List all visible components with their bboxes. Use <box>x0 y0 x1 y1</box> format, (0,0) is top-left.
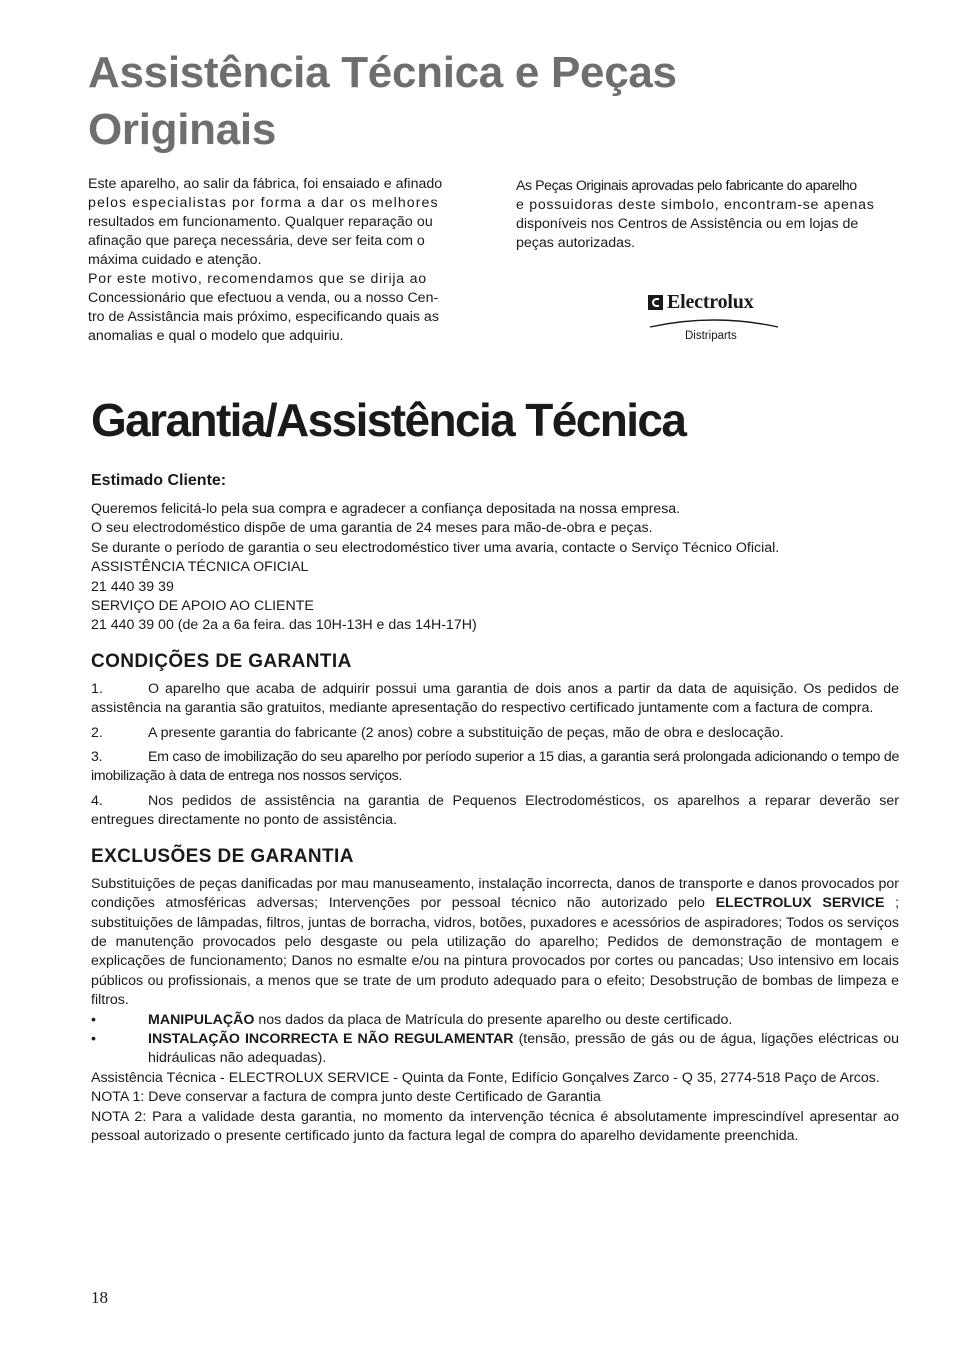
section-title-garantia: Garantia/Assistência Técnica <box>91 394 686 446</box>
intro-line: 21 440 39 00 (de 2a a 6a feira. das 10H-13H e das 14H-17H) <box>91 617 477 634</box>
electrolux-mark-icon <box>648 295 663 310</box>
intro-line: ASSISTÊNCIA TÉCNICA OFICIAL <box>91 559 309 576</box>
bullet-item <box>91 1011 899 1030</box>
text-run: ; substituições de lâmpadas, filtros, juntas de borracha, vidros, botões, puxadores e acessórios de aspiradores; Todos os serviços de manutenção provocados pelo desgaste ou pela utilização do aparelho; Pedidos de demonstração de montagem e explicações de funcionamento; Danos no esmalte e/ou na pintura provocados por cortes ou pancadas; Uso intensivo em locais públicos ou profissionais, a menos que se trate de um produto adequado para o efeito; Desobstrução de bombas de limpeza e filtros. <box>91 895 900 1009</box>
intro-line: Queremos felicitá-lo pela sua compra e agradecer a confiança depositada na nossa empresa. <box>91 501 681 517</box>
text-line: e possuidoras deste simbolo, encontram-se apenas <box>516 197 875 213</box>
condition-item <box>91 724 899 743</box>
condition-number: 2. <box>91 724 103 741</box>
exclusions-block <box>91 875 899 1147</box>
text-line: pelos especialistas por forma a dar os melhores <box>88 195 439 211</box>
text-run: (tensão, pressão de gás ou de água, ligações eléctricas ou hidráulicas não adequadas). <box>148 1030 899 1067</box>
bullet-icon: • <box>91 1030 96 1047</box>
bullet-bold: INSTALAÇÃO INCORRECTA E NÃO REGULAMENTAR <box>148 1030 514 1047</box>
bullet-icon: • <box>91 1011 96 1028</box>
text-line: disponíveis nos Centros de Assistência ou em lojas de <box>516 216 859 232</box>
left-paragraph-2 <box>88 270 469 346</box>
intro-line: 21 440 39 39 <box>91 578 174 595</box>
bullet-item <box>91 1030 899 1069</box>
section-title-assistencia <box>88 44 788 158</box>
left-paragraph-1 <box>88 175 469 270</box>
condition-text: Em caso de imobilização do seu aparelho por período superior a 15 dias, a garantia será prolongada adicionando o tempo de imobilização à data de entrega nos nossos serviços. <box>91 749 899 785</box>
bullet-text <box>148 1011 899 1030</box>
intro-block <box>91 500 899 636</box>
condition-number: 4. <box>91 792 103 809</box>
greeting: Estimado Cliente: <box>91 472 227 489</box>
title-line-2: Originais <box>88 105 277 154</box>
text-line: As Peças Originais aprovadas pelo fabricante do aparelho <box>516 178 857 194</box>
condition-text: A presente garantia do fabricante (2 anos) cobre a substituição de peças, mão de obra e deslocação. <box>148 724 784 741</box>
text-line: afinação que pareça necessária, deve ser feita com o <box>88 233 425 249</box>
text-line: Por este motivo, recomendamos que se dirija ao <box>88 271 427 287</box>
logo-wordmark: Electrolux <box>667 291 754 313</box>
text-line: máxima cuidado e atenção. <box>88 252 262 268</box>
intro-right-column <box>516 177 898 253</box>
condition-text: O aparelho que acaba de adquirir possui uma garantia de dois anos a partir da data de aquisição. Os pedidos de assistência na garantia são gratuitos, mediante apresentação do respectivo certificado juntamente com a factura de compra. <box>91 680 899 717</box>
text-line: peças autorizadas. <box>516 235 636 251</box>
title-line-1: Assistência Técnica e Peças <box>88 48 677 97</box>
bullet-bold: MANIPULAÇÃO <box>148 1011 255 1028</box>
text-run: Substituições de peças danificadas por mau manuseamento, instalação incorrecta, danos de transporte e danos provocados por condições atmosféricas adversas; Intervenções por pessoal técnico não autorizado pelo <box>91 875 899 912</box>
bullet-text <box>91 1030 899 1069</box>
exclusions-heading: EXCLUSÕES DE GARANTIA <box>91 845 354 867</box>
text-line: tro de Assistância mais próximo, especificando quais as <box>88 309 439 325</box>
brand-name: ELECTROLUX SERVICE <box>715 895 885 912</box>
conditions-heading: CONDIÇÕES DE GARANTIA <box>91 650 352 672</box>
text-line: Este aparelho, ao salir da fábrica, foi ensaiado e afinado <box>88 176 443 192</box>
condition-number: 1. <box>91 680 103 697</box>
address: Assistência Técnica - ELECTROLUX SERVICE - Quinta da Fonte, Edifício Gonçalves Zarco - Q 35, 2774-518 Paço de Arcos. <box>91 1069 880 1086</box>
intro-line: Se durante o período de garantia o seu electrodoméstico tiver uma avaria, contacte o Serviço Técnico Oficial. <box>91 539 780 556</box>
intro-line: O seu electrodoméstico dispõe de uma garantia de 24 meses para mão-de-obra e peças. <box>91 520 653 537</box>
condition-text: Nos pedidos de assistência na garantia de Pequenos Electrodomésticos, os aparelhos a reparar deverão ser entregues directamente no ponto de assistência. <box>91 792 899 829</box>
warranty-content <box>91 470 899 1146</box>
page-number: 18 <box>91 1288 108 1307</box>
condition-number: 3. <box>91 749 103 766</box>
nota-2: NOTA 2: Para a validade desta garantia, no momento da intervenção técnica é absolutamente imprescindível apresentar ao pessoal autorizado o presente certificado junto da factura legal de compra do aparelho devidamente preenchida. <box>91 1108 899 1144</box>
text-line: anomalias e qual o modelo que adquiriu. <box>88 328 344 344</box>
nota-1: NOTA 1: Deve conservar a factura de compra junto deste Certificado de Garantia <box>91 1089 601 1106</box>
condition-item <box>91 748 899 787</box>
logo-subtitle: Distriparts <box>685 330 737 342</box>
intro-line: SERVIÇO DE APOIO AO CLIENTE <box>91 598 314 615</box>
exclusions-paragraph <box>91 875 899 1011</box>
intro-left-column <box>88 175 469 346</box>
electrolux-distriparts-logo <box>648 292 780 348</box>
text-line: resultados em funcionamento. Qualquer reparação ou <box>88 214 433 230</box>
text-line: Concessionário que efectuou a venda, ou a nosso Cen- <box>88 290 439 306</box>
logo-arc-icon <box>648 315 780 329</box>
condition-item <box>91 680 899 719</box>
text-run: nos dados da placa de Matrícula do presente aparelho ou deste certificado. <box>254 1011 733 1028</box>
right-paragraph <box>516 177 898 253</box>
condition-item <box>91 792 899 831</box>
